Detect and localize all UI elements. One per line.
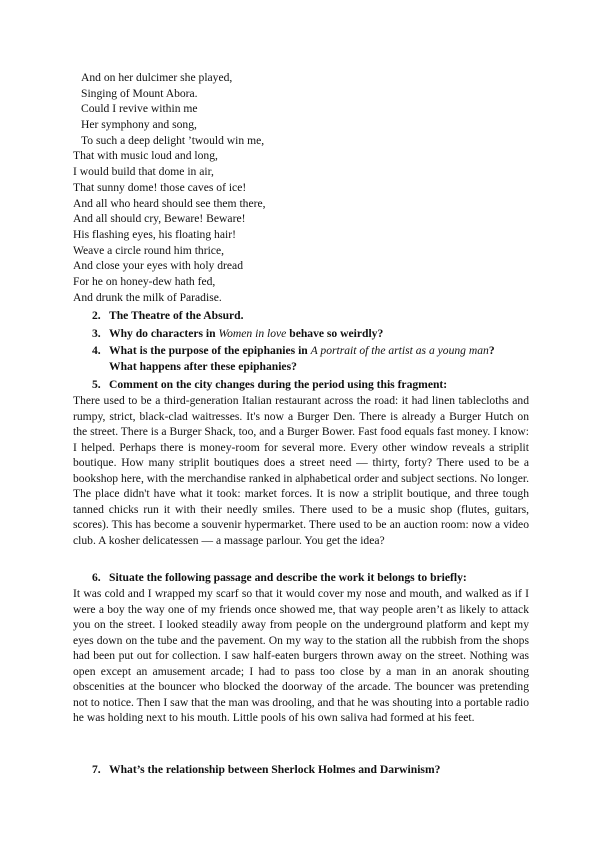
poem-line: Her symphony and song,	[81, 118, 197, 132]
question-number: 7.	[92, 763, 101, 776]
poem-line: And close your eyes with holy dread	[73, 259, 244, 273]
poem-line: To such a deep delight ’twould win me,	[81, 133, 265, 147]
question-text: ?	[488, 344, 495, 357]
question-number: 3.	[92, 327, 101, 340]
question-6	[92, 570, 467, 586]
question-5	[92, 377, 447, 393]
poem-line: Weave a circle round him thrice,	[73, 243, 225, 257]
question-text: What is the purpose of the epiphanies in	[109, 344, 311, 357]
question-text: Situate the following passage and describe the work it belongs to briefly:	[109, 571, 467, 584]
poem-excerpt	[73, 70, 266, 305]
passage-city-changes: There used to be a third-generation Italian restaurant across the road: it had linen tablecloths and rumpy, strict, black-clad waitresses. It's now a Burger Den. There is already a Burger Hutch on the street. There is a Burger Shack, too, and a Burger Bower. Fast food equals fast money. I know: I helped. Perhaps there is money-room for several more. Every other window reveals a striplit boutique. How many striplit boutiques does a street need — thirty, forty? There used to be a bookshop here, with the merchandise ranked in alphabetical order and subject sections. No longer. The place didn't have what it took: market forces. It is now a striplit boutique, and three tough tanned chicks run it with their needly smiles. There used to be a music shop (flutes, guitars, scores). This has become a souvenir hypermarket. There used to be an auction room: now a video club. A kosher delicatessen — a massage parlour. You get the idea?	[73, 394, 529, 547]
question-number: 5.	[92, 378, 101, 391]
question-number: 2.	[92, 309, 101, 322]
question-4	[92, 343, 495, 374]
poem-line: I would build that dome in air,	[73, 165, 214, 179]
work-title: Women in love	[218, 327, 287, 340]
poem-line: Could I revive within me	[81, 102, 198, 116]
question-text: The Theatre of the Absurd.	[109, 309, 244, 322]
question-number: 6.	[92, 571, 101, 584]
question-text: Why do characters in	[109, 327, 219, 340]
passage-situate: It was cold and I wrapped my scarf so that it would cover my nose and mouth, and walked as if I were a boy the way one of my friends once showed me, that way people aren’t as likely to attack you on the street. I looked steadily away from people on the underground platform and kept my eyes down on the tube and the pavement. On my way to the station all the rubbish from the shops had been put out for collection. I saw half-eaten burgers thrown away on the street. Nothing was open except an amusement arcade; I had to pass too close by a man in an anorak shouting obscenities at the bouncer who blocked the doorway of the arcade. The bouncer was pretending not to notice. Then I saw that the man was drooling, and that he was shouting into a portable radio he was holding next to his mouth. Little pools of his own saliva had formed at his feet.	[73, 587, 529, 725]
poem-line: And all should cry, Beware! Beware!	[73, 212, 246, 226]
question-2	[92, 308, 244, 324]
poem-line: That sunny dome! those caves of ice!	[73, 180, 247, 194]
poem-line: And on her dulcimer she played,	[81, 71, 233, 84]
question-text: What’s the relationship between Sherlock Holmes and Darwinism?	[109, 763, 441, 776]
work-title: A portrait of the artist as a young man	[310, 344, 489, 357]
poem-line: And all who heard should see them there,	[73, 196, 266, 210]
question-number: 4.	[92, 344, 101, 357]
poem-line: That with music loud and long,	[73, 149, 218, 163]
poem-line: Singing of Mount Abora.	[81, 86, 198, 100]
question-text: behave so weirdly?	[286, 327, 384, 340]
poem-line: And drunk the milk of Paradise.	[73, 290, 222, 304]
question-text: Comment on the city changes during the period using this fragment:	[109, 378, 448, 391]
poem-line: For he on honey-dew hath fed,	[73, 274, 216, 288]
question-3	[92, 326, 383, 342]
question-continuation: What happens after these epiphanies?	[109, 359, 297, 373]
question-7	[92, 762, 440, 778]
poem-line: His flashing eyes, his floating hair!	[73, 227, 236, 241]
